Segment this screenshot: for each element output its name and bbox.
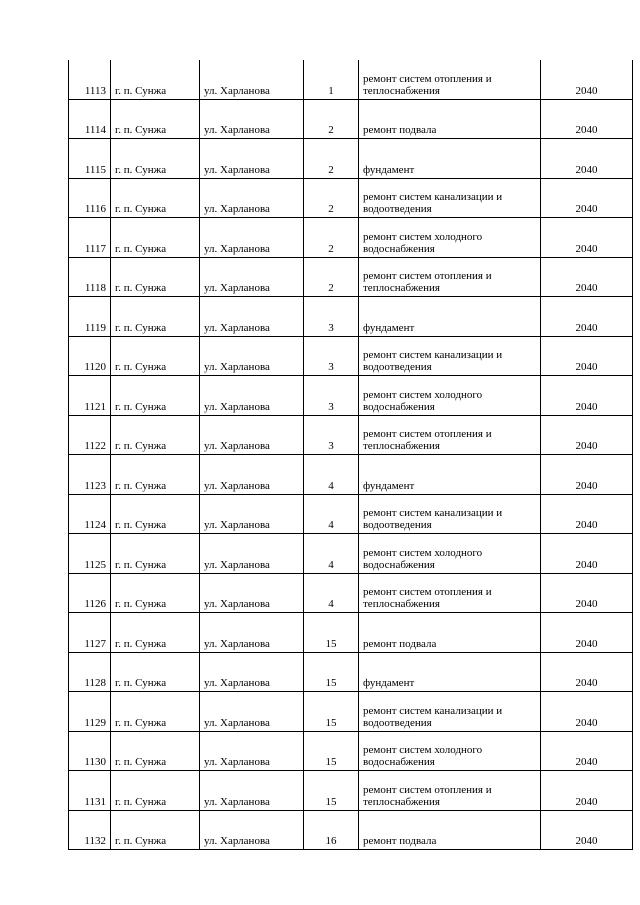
year-cell: 2040 [541,455,633,495]
street-cell: ул. Харланова [200,455,304,495]
work-type-text: ремонт систем холодного водоснабжения [363,744,483,768]
house-number-cell: 3 [304,415,359,455]
work-type-text: ремонт систем холодного водоснабжения [363,546,483,571]
year-cell: 2040 [541,297,633,337]
work-type-text: ремонт систем канализации и водоотведения [363,704,503,729]
work-type-text: ремонт систем канализации и водоотведения [363,507,503,531]
table-row [69,455,633,495]
settlement-cell: г. п. Сунжа [111,692,200,732]
row-number-cell: 1129 [69,692,111,732]
table-row [69,297,633,337]
street-cell: ул. Харланова [200,573,304,613]
table-row [69,692,633,732]
house-number-cell: 3 [304,376,359,416]
street-cell: ул. Харланова [200,257,304,297]
repair-schedule-table [68,60,633,850]
table-row [69,534,633,574]
row-number-cell: 1118 [69,257,111,297]
house-number-cell: 4 [304,534,359,574]
row-number-cell: 1113 [69,60,111,99]
house-number-cell: 2 [304,139,359,179]
work-type-cell [359,99,541,139]
row-number-cell: 1128 [69,652,111,692]
row-number-cell: 1120 [69,336,111,376]
settlement-cell: г. п. Сунжа [111,455,200,495]
street-cell: ул. Харланова [200,336,304,376]
table-row [69,257,633,297]
row-number-cell: 1132 [69,810,111,850]
house-number-cell: 4 [304,494,359,534]
house-number-cell: 15 [304,771,359,811]
row-number-cell: 1130 [69,731,111,771]
work-type-cell [359,257,541,297]
street-cell: ул. Харланова [200,178,304,218]
year-cell: 2040 [541,534,633,574]
house-number-cell: 3 [304,297,359,337]
street-cell: ул. Харланова [200,692,304,732]
table-row [69,218,633,258]
work-type-cell [359,297,541,337]
work-type-cell [359,178,541,218]
house-number-cell: 2 [304,218,359,258]
settlement-cell: г. п. Сунжа [111,573,200,613]
work-type-text: ремонт подвала [363,124,437,136]
year-cell: 2040 [541,99,633,139]
house-number-cell: 2 [304,257,359,297]
street-cell: ул. Харланова [200,613,304,653]
house-number-cell: 3 [304,336,359,376]
work-type-cell [359,455,541,495]
street-cell: ул. Харланова [200,731,304,771]
street-cell: ул. Харланова [200,139,304,179]
table-row [69,415,633,455]
work-type-text: фундамент [363,163,415,176]
house-number-cell: 15 [304,731,359,771]
table-body [69,60,633,850]
year-cell: 2040 [541,178,633,218]
street-cell: ул. Харланова [200,60,304,99]
house-number-cell: 2 [304,178,359,218]
house-number-cell: 4 [304,455,359,495]
year-cell: 2040 [541,573,633,613]
work-type-cell [359,731,541,771]
row-number-cell: 1124 [69,494,111,534]
street-cell: ул. Харланова [200,652,304,692]
work-type-text: фундамент [363,321,415,334]
table-row [69,376,633,416]
street-cell: ул. Харланова [200,771,304,811]
settlement-cell: г. п. Сунжа [111,99,200,139]
settlement-cell: г. п. Сунжа [111,810,200,850]
work-type-cell [359,652,541,692]
settlement-cell: г. п. Сунжа [111,771,200,811]
row-number-cell: 1117 [69,218,111,258]
year-cell: 2040 [541,60,633,99]
table-row [69,99,633,139]
row-number-cell: 1119 [69,297,111,337]
row-number-cell: 1131 [69,771,111,811]
table-row [69,336,633,376]
work-type-text: ремонт систем канализации и водоотведения [363,191,503,215]
year-cell: 2040 [541,218,633,258]
row-number-cell: 1125 [69,534,111,574]
table-row [69,178,633,218]
work-type-cell [359,139,541,179]
row-number-cell: 1121 [69,376,111,416]
table-row [69,652,633,692]
work-type-cell [359,494,541,534]
street-cell: ул. Харланова [200,494,304,534]
work-type-text: ремонт систем отопления и теплоснабжения [363,586,492,610]
year-cell: 2040 [541,771,633,811]
year-cell: 2040 [541,139,633,179]
year-cell: 2040 [541,257,633,297]
house-number-cell: 1 [304,60,359,99]
street-cell: ул. Харланова [200,297,304,337]
work-type-text: фундамент [363,479,415,492]
work-type-text: ремонт систем отопления и теплоснабжения [363,783,492,808]
row-number-cell: 1116 [69,178,111,218]
row-number-cell: 1127 [69,613,111,653]
settlement-cell: г. п. Сунжа [111,257,200,297]
table-row [69,771,633,811]
settlement-cell: г. п. Сунжа [111,652,200,692]
settlement-cell: г. п. Сунжа [111,376,200,416]
work-type-text: ремонт подвала [363,637,437,650]
table-row [69,810,633,850]
work-type-cell [359,336,541,376]
work-type-text: ремонт систем отопления и теплоснабжения [363,270,492,294]
work-type-text: ремонт систем холодного водоснабжения [363,230,483,255]
table-row [69,731,633,771]
year-cell: 2040 [541,376,633,416]
street-cell: ул. Харланова [200,99,304,139]
year-cell: 2040 [541,415,633,455]
settlement-cell: г. п. Сунжа [111,613,200,653]
work-type-cell [359,573,541,613]
work-type-text: ремонт систем канализации и водоотведения [363,349,503,373]
house-number-cell: 15 [304,692,359,732]
settlement-cell: г. п. Сунжа [111,297,200,337]
row-number-cell: 1114 [69,99,111,139]
work-type-cell [359,810,541,850]
row-number-cell: 1123 [69,455,111,495]
work-type-cell [359,60,541,99]
house-number-cell: 15 [304,652,359,692]
year-cell: 2040 [541,613,633,653]
work-type-cell [359,415,541,455]
year-cell: 2040 [541,731,633,771]
work-type-cell [359,376,541,416]
table-row [69,494,633,534]
work-type-cell [359,218,541,258]
table-row [69,139,633,179]
street-cell: ул. Харланова [200,534,304,574]
table-row [69,613,633,653]
settlement-cell: г. п. Сунжа [111,139,200,179]
year-cell: 2040 [541,336,633,376]
year-cell: 2040 [541,692,633,732]
settlement-cell: г. п. Сунжа [111,534,200,574]
street-cell: ул. Харланова [200,376,304,416]
work-type-cell [359,534,541,574]
work-type-text: ремонт систем отопления и теплоснабжения [363,428,492,452]
settlement-cell: г. п. Сунжа [111,415,200,455]
table-row [69,573,633,613]
row-number-cell: 1122 [69,415,111,455]
street-cell: ул. Харланова [200,415,304,455]
year-cell: 2040 [541,810,633,850]
year-cell: 2040 [541,652,633,692]
settlement-cell: г. п. Сунжа [111,731,200,771]
work-type-cell [359,613,541,653]
row-number-cell: 1115 [69,139,111,179]
house-number-cell: 16 [304,810,359,850]
settlement-cell: г. п. Сунжа [111,494,200,534]
work-type-cell [359,771,541,811]
work-type-text: фундамент [363,677,415,689]
work-type-text: ремонт систем холодного водоснабжения [363,388,483,413]
settlement-cell: г. п. Сунжа [111,218,200,258]
street-cell: ул. Харланова [200,810,304,850]
table-row [69,60,633,99]
house-number-cell: 4 [304,573,359,613]
settlement-cell: г. п. Сунжа [111,336,200,376]
row-number-cell: 1126 [69,573,111,613]
street-cell: ул. Харланова [200,218,304,258]
work-type-text: ремонт систем отопления и теплоснабжения [363,72,492,97]
house-number-cell: 2 [304,99,359,139]
work-type-text: ремонт подвала [363,835,437,847]
work-type-cell [359,692,541,732]
settlement-cell: г. п. Сунжа [111,60,200,99]
year-cell: 2040 [541,494,633,534]
settlement-cell: г. п. Сунжа [111,178,200,218]
house-number-cell: 15 [304,613,359,653]
